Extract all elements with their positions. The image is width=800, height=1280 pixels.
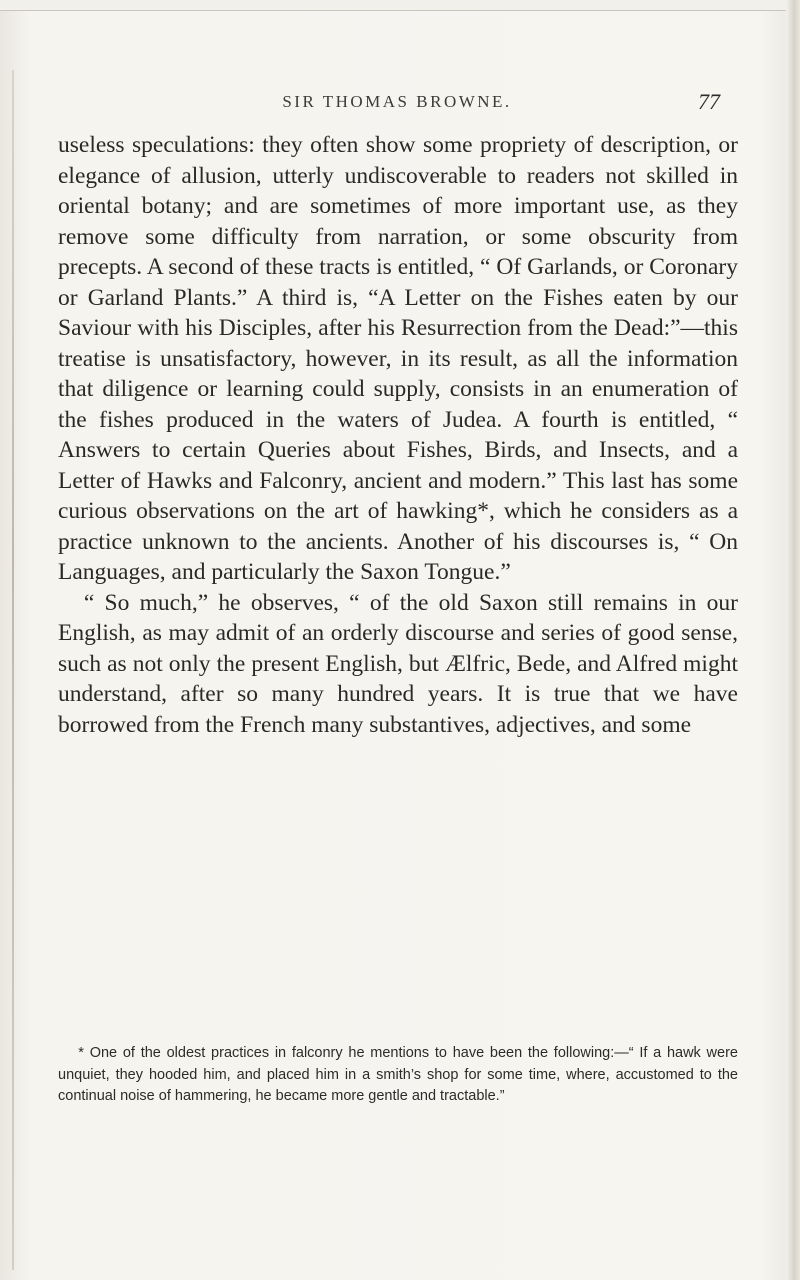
page-header: [60, 89, 734, 122]
page-right-edge: [786, 0, 800, 1280]
page-number: 77: [698, 89, 720, 114]
running-head: SIR THOMAS BROWNE.: [282, 92, 512, 111]
paragraph-2: “ So much,” he observes, “ of the old Saxon still remains in our English, as may admit of an orderly discourse and series of good sense, such as not only the present English, but Ælfric, Bede, and Alfred might understand, after so many hundred years. It is true that we have borrowed from the French many substantives, adjectives, and some: [58, 589, 738, 738]
paragraph-1: useless speculations: they often show some propriety of description, or elegance of allusion, utterly undiscoverable to readers not skilled in oriental botany; and are sometimes of more important use, as they remove some difficulty from narration, or some obscurity from precepts. A second of these tracts is entitled, “ Of Garlands, or Coronary or Garland Plants.” A third is, “A Letter on the Fishes eaten by our Saviour with his Disciples, after his Resurrection from the Dead:”—this treatise is unsatisfactory, however, in its result, as all the information that diligence or learning could supply, consists in an enumeration of the fishes produced in the waters of Judea. A fourth is entitled, “ Answers to certain Queries about Fishes, Birds, and Insects, and a Letter of Hawks and Falconry, ancient and modern.” This last has some curious observations on the art of hawking*, which he considers as a practice unknown to the ancients. Another of his discourses is, “ On Languages, and particularly the Saxon Tongue.”: [58, 132, 738, 585]
footnote: * One of the oldest practices in falconry he mentions to have been the following:—“ If a hawk were unquiet, they hooded him, and placed him in a smith’s shop for some time, where, accustomed to the continual noise of hammering, he became more gentle and tractable.”: [58, 1045, 738, 1104]
page-gutter-shadow: [12, 70, 14, 1270]
body-text: [58, 130, 738, 740]
page-top-edge: [0, 0, 800, 11]
